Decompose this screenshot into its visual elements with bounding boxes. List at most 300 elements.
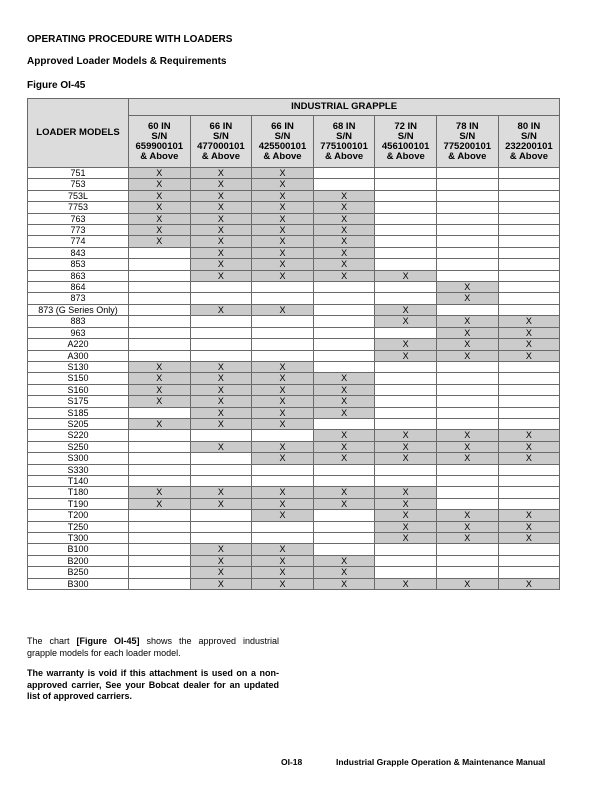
empty-cell: [313, 350, 375, 361]
approved-cell: X: [313, 247, 375, 258]
approved-cell: X: [313, 430, 375, 441]
loader-model-cell: 873 (G Series Only): [28, 304, 129, 315]
empty-cell: [313, 361, 375, 372]
loader-model-cell: 864: [28, 282, 129, 293]
column-header-serial: 775200101: [443, 140, 492, 152]
approved-cell: X: [498, 510, 560, 521]
approved-cell: X: [190, 168, 252, 179]
table-row: [28, 247, 560, 258]
approved-cell: X: [313, 498, 375, 509]
approved-cell: X: [313, 453, 375, 464]
empty-cell: [436, 396, 498, 407]
approved-cell: X: [498, 453, 560, 464]
approved-cell: X: [129, 487, 191, 498]
approved-cell: X: [190, 304, 252, 315]
empty-cell: [375, 373, 437, 384]
empty-cell: [190, 533, 252, 544]
loader-model-cell: 873: [28, 293, 129, 304]
loader-model-cell: 774: [28, 236, 129, 247]
approved-cell: X: [313, 236, 375, 247]
empty-cell: [375, 475, 437, 486]
loader-model-cell: 853: [28, 259, 129, 270]
column-header-sn-label: S/N: [459, 130, 476, 142]
approved-cell: X: [252, 270, 314, 281]
empty-cell: [375, 396, 437, 407]
empty-cell: [498, 179, 560, 190]
empty-cell: [436, 487, 498, 498]
approved-cell: X: [252, 453, 314, 464]
empty-cell: [129, 339, 191, 350]
empty-cell: [498, 373, 560, 384]
approved-cell: X: [252, 407, 314, 418]
loader-model-cell: S185: [28, 407, 129, 418]
approved-cell: X: [190, 567, 252, 578]
loader-model-cell: T250: [28, 521, 129, 532]
table-row: [28, 407, 560, 418]
approved-cell: X: [252, 190, 314, 201]
approved-cell: X: [498, 441, 560, 452]
approved-cell: X: [375, 498, 437, 509]
approved-cell: X: [436, 430, 498, 441]
empty-cell: [129, 510, 191, 521]
approved-cell: X: [252, 498, 314, 509]
empty-cell: [129, 544, 191, 555]
approved-cell: X: [190, 247, 252, 258]
empty-cell: [129, 327, 191, 338]
loader-model-cell: 883: [28, 316, 129, 327]
empty-cell: [313, 464, 375, 475]
column-header-size: 68 IN: [332, 120, 356, 132]
loader-model-cell: B100: [28, 544, 129, 555]
approved-cell: X: [252, 225, 314, 236]
column-header-size: 80 IN: [517, 120, 541, 132]
empty-cell: [375, 464, 437, 475]
approved-cell: X: [129, 373, 191, 384]
empty-cell: [190, 510, 252, 521]
table-row: [28, 270, 560, 281]
approved-cell: X: [375, 304, 437, 315]
empty-cell: [436, 213, 498, 224]
empty-cell: [129, 521, 191, 532]
loader-model-cell: A220: [28, 339, 129, 350]
empty-cell: [190, 316, 252, 327]
empty-cell: [252, 430, 314, 441]
empty-cell: [498, 407, 560, 418]
empty-cell: [498, 498, 560, 509]
empty-cell: [436, 179, 498, 190]
column-header-serial: 456100101: [381, 140, 430, 152]
approved-cell: X: [190, 418, 252, 429]
approved-cell: X: [313, 202, 375, 213]
approved-cell: X: [252, 247, 314, 258]
table-row: [28, 418, 560, 429]
empty-cell: [375, 225, 437, 236]
empty-cell: [498, 247, 560, 258]
approved-cell: X: [190, 202, 252, 213]
approved-cell: X: [190, 384, 252, 395]
empty-cell: [129, 533, 191, 544]
empty-cell: [313, 327, 375, 338]
approved-cell: X: [375, 270, 437, 281]
approved-cell: X: [436, 441, 498, 452]
approved-cell: X: [190, 487, 252, 498]
approved-cell: X: [498, 533, 560, 544]
column-header-suffix: & Above: [324, 150, 364, 162]
approved-cell: X: [190, 396, 252, 407]
empty-cell: [129, 464, 191, 475]
empty-cell: [498, 384, 560, 395]
table-row: [28, 213, 560, 224]
empty-cell: [190, 475, 252, 486]
approved-cell: X: [498, 430, 560, 441]
empty-cell: [375, 361, 437, 372]
figure-description: [27, 636, 279, 659]
table-row: [28, 225, 560, 236]
approved-cell: X: [129, 179, 191, 190]
empty-cell: [498, 236, 560, 247]
loader-model-cell: T140: [28, 475, 129, 486]
empty-cell: [129, 259, 191, 270]
loader-model-cell: S300: [28, 453, 129, 464]
approved-cell: X: [436, 339, 498, 350]
approved-cell: X: [252, 168, 314, 179]
empty-cell: [498, 544, 560, 555]
column-header-sn-label: S/N: [336, 130, 352, 142]
approved-cell: X: [375, 578, 437, 589]
loader-model-cell: S160: [28, 384, 129, 395]
empty-cell: [313, 282, 375, 293]
column-header-sn-label: S/N: [212, 130, 229, 142]
column-header-serial: 659900101: [135, 140, 184, 152]
column-header-suffix: & Above: [201, 150, 240, 162]
figure-reference: [Figure OI-45]: [76, 636, 140, 646]
empty-cell: [190, 430, 252, 441]
approved-cell: X: [129, 498, 191, 509]
approved-cell: X: [498, 350, 560, 361]
manual-title: Industrial Grapple Operation & Maintenance Manual: [336, 757, 546, 767]
approved-cell: X: [252, 361, 314, 372]
column-header-size: 78 IN: [455, 120, 479, 132]
approved-cell: X: [252, 567, 314, 578]
grapple-column-header: [190, 116, 252, 168]
table-body: [28, 168, 560, 590]
empty-cell: [129, 567, 191, 578]
approved-cell: X: [313, 487, 375, 498]
loader-model-cell: S150: [28, 373, 129, 384]
column-header-size: 60 IN: [147, 120, 171, 132]
empty-cell: [190, 464, 252, 475]
empty-cell: [498, 282, 560, 293]
column-header-size: 72 IN: [394, 120, 418, 132]
loader-model-cell: S130: [28, 361, 129, 372]
empty-cell: [498, 213, 560, 224]
loader-model-cell: T300: [28, 533, 129, 544]
loader-model-cell: S220: [28, 430, 129, 441]
column-header-sn-label: S/N: [151, 130, 168, 142]
empty-cell: [498, 225, 560, 236]
empty-cell: [129, 555, 191, 566]
approved-cell: X: [436, 350, 498, 361]
empty-cell: [375, 384, 437, 395]
loader-model-cell: 843: [28, 247, 129, 258]
empty-cell: [313, 418, 375, 429]
empty-cell: [436, 373, 498, 384]
approved-cell: X: [252, 510, 314, 521]
empty-cell: [190, 350, 252, 361]
grapple-column-header: [129, 116, 191, 168]
approved-cell: X: [436, 327, 498, 338]
empty-cell: [498, 487, 560, 498]
approved-cell: X: [129, 418, 191, 429]
column-header-serial: 232200101: [505, 140, 553, 152]
approved-cell: X: [436, 293, 498, 304]
loader-model-cell: T180: [28, 487, 129, 498]
empty-cell: [190, 453, 252, 464]
approved-cell: X: [190, 555, 252, 566]
approved-cell: X: [436, 510, 498, 521]
table-row: [28, 521, 560, 532]
empty-cell: [129, 578, 191, 589]
empty-cell: [252, 282, 314, 293]
approved-cell: X: [252, 202, 314, 213]
table-row: [28, 304, 560, 315]
approved-cell: X: [436, 453, 498, 464]
approved-cell: X: [375, 510, 437, 521]
empty-cell: [129, 316, 191, 327]
approved-cell: X: [498, 521, 560, 532]
approved-cell: X: [436, 282, 498, 293]
approved-cell: X: [375, 533, 437, 544]
empty-cell: [313, 533, 375, 544]
empty-cell: [436, 407, 498, 418]
empty-cell: [375, 407, 437, 418]
page-number: OI-18: [281, 757, 303, 767]
table-row: [28, 293, 560, 304]
column-header-serial: 477000101: [197, 140, 245, 152]
empty-cell: [129, 407, 191, 418]
approved-cell: X: [190, 213, 252, 224]
table-row: [28, 555, 560, 566]
table-row: [28, 578, 560, 589]
table-row: [28, 236, 560, 247]
grapple-column-header: [498, 116, 560, 168]
approved-cell: X: [190, 441, 252, 452]
section-subheading: Approved Loader Models & Requirements: [27, 56, 227, 67]
empty-cell: [129, 430, 191, 441]
approved-cell: X: [252, 213, 314, 224]
empty-cell: [375, 418, 437, 429]
approved-cell: X: [375, 441, 437, 452]
column-header-suffix: & Above: [140, 150, 179, 162]
approved-cell: X: [436, 316, 498, 327]
column-header-sn-label: S/N: [274, 130, 291, 142]
loader-model-cell: 753L: [28, 190, 129, 201]
empty-cell: [498, 190, 560, 201]
empty-cell: [436, 418, 498, 429]
approved-cell: X: [313, 373, 375, 384]
description-prefix: The chart: [27, 636, 77, 646]
approved-cell: X: [313, 567, 375, 578]
approved-cell: X: [190, 179, 252, 190]
column-header-size: 66 IN: [209, 120, 233, 132]
table-row: [28, 327, 560, 338]
table-row: [28, 453, 560, 464]
empty-cell: [436, 247, 498, 258]
empty-cell: [313, 179, 375, 190]
empty-cell: [498, 270, 560, 281]
approved-cell: X: [252, 179, 314, 190]
table-row: [28, 567, 560, 578]
empty-cell: [252, 464, 314, 475]
table-row: [28, 384, 560, 395]
approved-cell: X: [313, 441, 375, 452]
approved-cell: X: [190, 498, 252, 509]
approved-cell: X: [190, 361, 252, 372]
approved-cell: X: [129, 213, 191, 224]
empty-cell: [436, 190, 498, 201]
approved-cell: X: [190, 259, 252, 270]
loader-model-cell: S250: [28, 441, 129, 452]
empty-cell: [190, 293, 252, 304]
table-row: [28, 498, 560, 509]
empty-cell: [498, 567, 560, 578]
approved-cell: X: [436, 521, 498, 532]
empty-cell: [498, 293, 560, 304]
approved-cell: X: [313, 384, 375, 395]
approved-cell: X: [375, 430, 437, 441]
table-row: [28, 430, 560, 441]
loader-model-cell: A300: [28, 350, 129, 361]
approved-cell: X: [313, 270, 375, 281]
table-row: [28, 396, 560, 407]
empty-cell: [190, 327, 252, 338]
table-row: [28, 179, 560, 190]
table-row: [28, 533, 560, 544]
empty-cell: [436, 544, 498, 555]
loader-model-cell: 7753: [28, 202, 129, 213]
empty-cell: [498, 418, 560, 429]
empty-cell: [498, 464, 560, 475]
approved-cell: X: [498, 316, 560, 327]
empty-cell: [252, 521, 314, 532]
loader-model-cell: 751: [28, 168, 129, 179]
approved-cell: X: [313, 190, 375, 201]
approved-cell: X: [252, 384, 314, 395]
empty-cell: [375, 259, 437, 270]
empty-cell: [129, 441, 191, 452]
empty-cell: [129, 247, 191, 258]
empty-cell: [436, 475, 498, 486]
table-row: [28, 361, 560, 372]
empty-cell: [375, 555, 437, 566]
empty-cell: [252, 293, 314, 304]
approved-cell: X: [190, 190, 252, 201]
approved-cell: X: [313, 213, 375, 224]
loader-model-cell: T190: [28, 498, 129, 509]
approved-cell: X: [375, 316, 437, 327]
column-header-suffix: & Above: [509, 150, 548, 162]
approved-cell: X: [498, 327, 560, 338]
approved-cell: X: [252, 441, 314, 452]
grapple-column-header: [313, 116, 375, 168]
empty-cell: [129, 304, 191, 315]
empty-cell: [498, 259, 560, 270]
approved-cell: X: [313, 578, 375, 589]
approved-cell: X: [190, 407, 252, 418]
empty-cell: [375, 213, 437, 224]
empty-cell: [436, 498, 498, 509]
empty-cell: [190, 521, 252, 532]
empty-cell: [313, 304, 375, 315]
warranty-warning: The warranty is void if this attachment is used on a non-approved carrier, See your Bobcat dealer for an updated list of approved carriers.: [27, 668, 279, 701]
empty-cell: [129, 453, 191, 464]
empty-cell: [375, 327, 437, 338]
table-row: [28, 544, 560, 555]
empty-cell: [129, 350, 191, 361]
grapple-column-header: [436, 116, 498, 168]
approved-loader-table: [27, 98, 560, 590]
grapple-column-header: [375, 116, 437, 168]
empty-cell: [436, 384, 498, 395]
empty-cell: [375, 190, 437, 201]
empty-cell: [190, 282, 252, 293]
loader-model-cell: S330: [28, 464, 129, 475]
empty-cell: [129, 475, 191, 486]
table-row: [28, 487, 560, 498]
figure-label: Figure OI-45: [27, 80, 86, 91]
column-header-sn-label: S/N: [520, 130, 537, 142]
approved-cell: X: [313, 259, 375, 270]
empty-cell: [498, 304, 560, 315]
empty-cell: [498, 475, 560, 486]
grapple-column-header: [252, 116, 314, 168]
table-row: [28, 316, 560, 327]
approved-cell: X: [129, 190, 191, 201]
approved-cell: X: [190, 236, 252, 247]
approved-cell: X: [129, 396, 191, 407]
empty-cell: [375, 202, 437, 213]
loader-model-cell: T200: [28, 510, 129, 521]
empty-cell: [252, 533, 314, 544]
description-suffix: shows the approved industrial grapple models for each loader model.: [27, 636, 279, 658]
empty-cell: [375, 179, 437, 190]
empty-cell: [313, 475, 375, 486]
loader-models-header: LOADER MODELS: [28, 99, 129, 168]
empty-cell: [436, 361, 498, 372]
table-row: [28, 168, 560, 179]
approved-cell: X: [375, 453, 437, 464]
table-row: [28, 373, 560, 384]
empty-cell: [313, 339, 375, 350]
table-row: [28, 464, 560, 475]
loader-model-cell: 763: [28, 213, 129, 224]
approved-cell: X: [375, 350, 437, 361]
table-row: [28, 510, 560, 521]
empty-cell: [252, 316, 314, 327]
approved-cell: X: [252, 304, 314, 315]
empty-cell: [498, 168, 560, 179]
table-row: [28, 475, 560, 486]
empty-cell: [436, 555, 498, 566]
empty-cell: [498, 361, 560, 372]
empty-cell: [375, 236, 437, 247]
empty-cell: [436, 304, 498, 315]
column-header-serial: 425500101: [258, 140, 307, 152]
approved-cell: X: [190, 373, 252, 384]
empty-cell: [375, 168, 437, 179]
empty-cell: [375, 293, 437, 304]
approved-cell: X: [252, 373, 314, 384]
